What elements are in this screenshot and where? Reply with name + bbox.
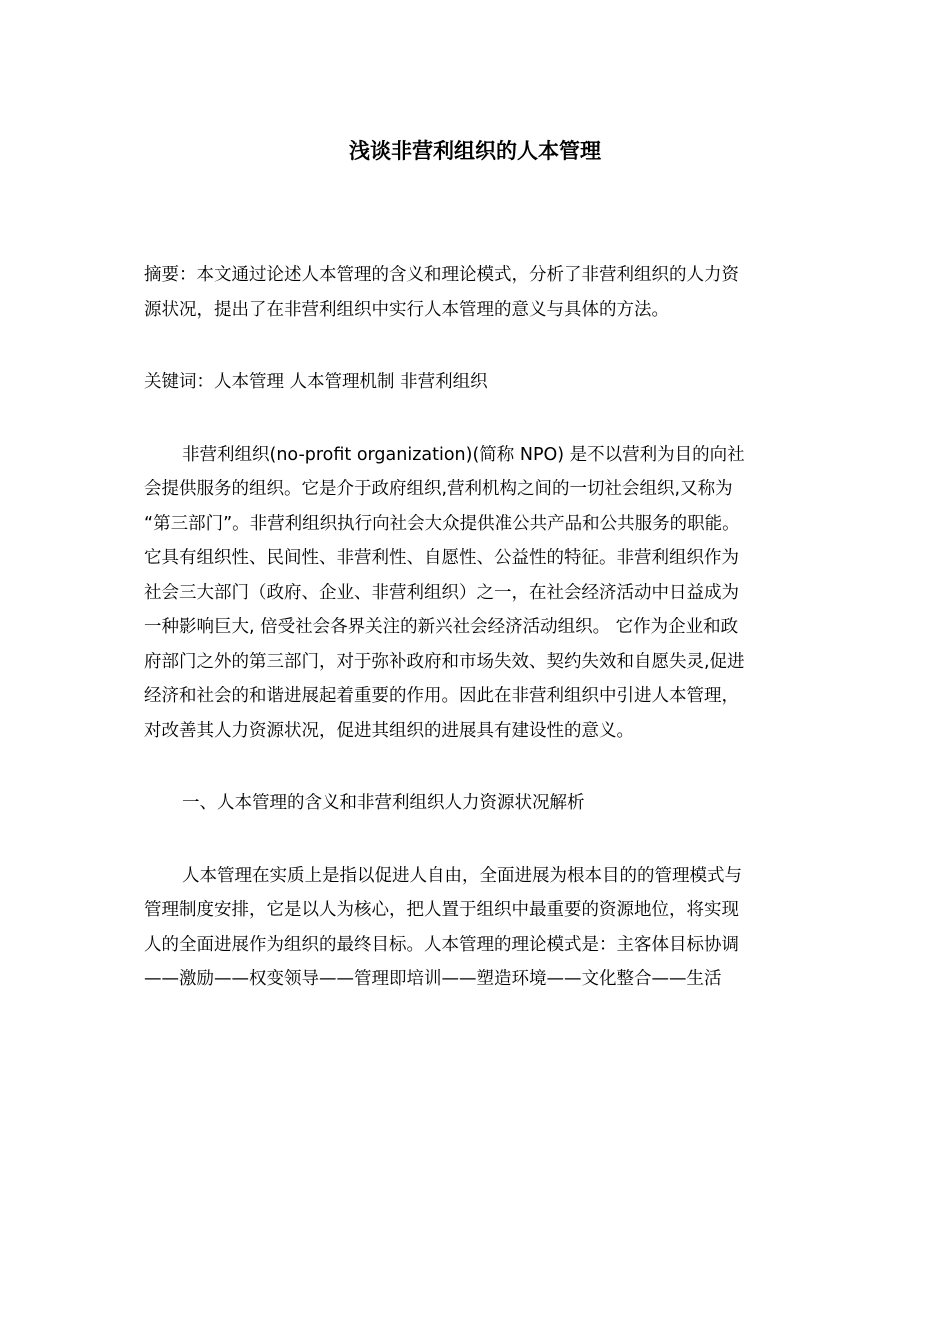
abstract-paragraph <box>144 258 808 327</box>
paragraph-spacer <box>144 748 808 786</box>
section-heading-paragraph <box>144 786 808 821</box>
intro-line: 对改善其人力资源状况，促进其组织的进展具有建设性的意义。 <box>144 720 634 741</box>
paragraph-spacer <box>144 821 808 859</box>
section-line: ——激励——权变领导——管理即培训——塑造环境——文化整合——生活 <box>144 969 722 989</box>
document-title: 浅谈非营利组织的人本管理 <box>349 139 601 163</box>
section-line: 人的全面进展作为组织的最终目标。人本管理的理论模式是：主客体目标协调 <box>144 934 739 955</box>
intro-line: 它具有组织性、民间性、非营利性、自愿性、公益性的特征。非营利组织作为 <box>144 548 739 568</box>
intro-line: 府部门之外的第三部门，对于弥补政府和市场失效、契约失效和自愿失灵,促进 <box>144 651 745 672</box>
intro-line: 非营利组织(no-profit organization)(简称 NPO) 是不以营利为目的向社 <box>182 444 745 465</box>
section-body-paragraph <box>144 859 808 997</box>
section-heading: 一、人本管理的含义和非营利组织人力资源状况解析 <box>182 793 585 813</box>
intro-line: 会提供服务的组织。它是介于政府组织,营利机构之间的一切社会组织,又称为 <box>144 479 733 499</box>
intro-line: “第三部门”。非营利组织执行向社会大众提供准公共产品和公共服务的职能。 <box>144 513 740 534</box>
intro-line: 社会三大部门（政府、企业、非营利组织）之一，在社会经济活动中日益成为 <box>144 582 739 603</box>
section-line: 管理制度安排，它是以人为核心，把人置于组织中最重要的资源地位，将实现 <box>144 900 739 920</box>
section-line: 人本管理在实质上是指以促进人自由，全面进展为根本目的的管理模式与 <box>182 865 742 886</box>
abstract-line: 源状况，提出了在非营利组织中实行人本管理的意义与具体的方法。 <box>144 299 669 320</box>
intro-line: 经济和社会的和谐进展起着重要的作用。因此在非营利组织中引进人本管理， <box>144 686 739 706</box>
keywords-paragraph <box>144 365 808 400</box>
paragraph-spacer <box>144 400 808 438</box>
intro-paragraph <box>144 438 808 749</box>
document-body <box>144 258 808 997</box>
paragraph-spacer <box>144 327 808 365</box>
intro-line: 一种影响巨大, 倍受社会各界关注的新兴社会经济活动组织。 它作为企业和政 <box>144 617 739 637</box>
keywords-line: 关键词：人本管理 人本管理机制 非营利组织 <box>144 372 488 392</box>
abstract-line: 摘要：本文通过论述人本管理的含义和理论模式，分析了非营利组织的人力资 <box>144 265 739 285</box>
